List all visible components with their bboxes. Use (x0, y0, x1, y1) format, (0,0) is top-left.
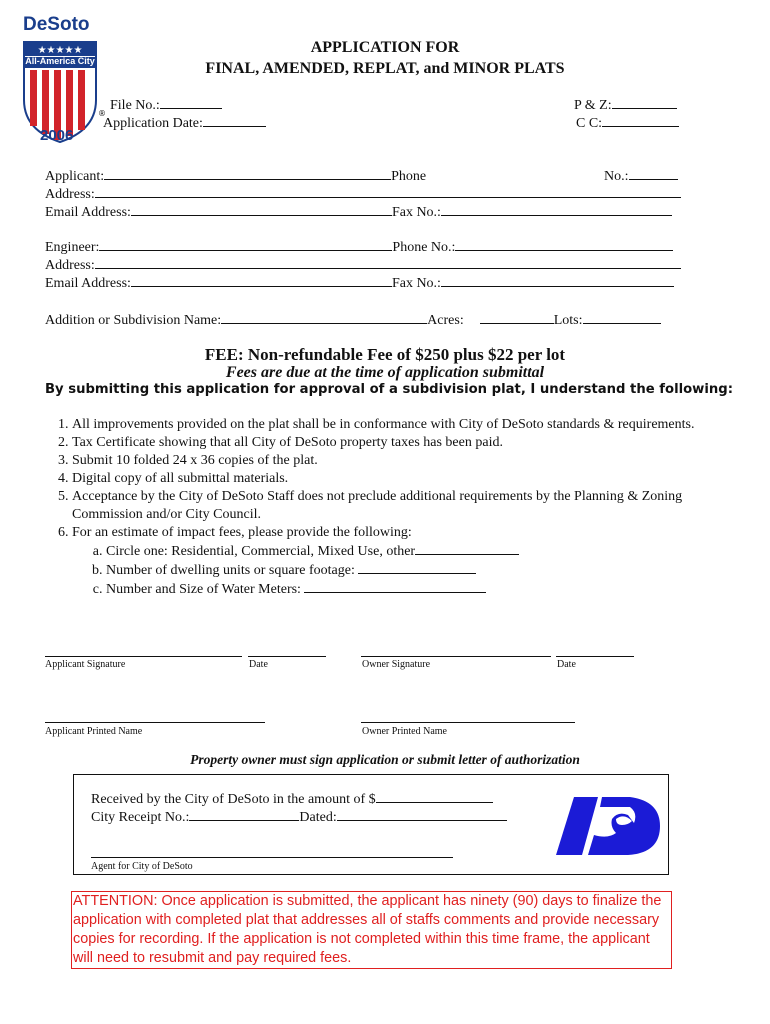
applicant-date-label: Date (249, 659, 268, 670)
logo-city-name: DeSoto (23, 14, 90, 35)
requirements-list (44, 416, 737, 599)
received-row (91, 790, 493, 808)
list-item: 4. Digital copy of all submittal materials. (72, 470, 737, 488)
applicant-label: Applicant: (45, 169, 105, 184)
list-item: 1. All improvements provided on the plat shall be in conformance with City of DeSoto standards & requirements. (72, 416, 737, 434)
engineer-address-row (45, 256, 681, 274)
fee-subheading: Fees are due at the time of application submittal (225, 364, 545, 381)
receipt-row (91, 808, 507, 826)
engineer-email-row (45, 274, 674, 292)
engineer-address-label: Address: (45, 258, 95, 273)
owner-date-line[interactable] (556, 656, 634, 657)
application-date-label: Application Date: (103, 116, 203, 131)
pz-field[interactable] (612, 96, 677, 109)
list-item: 6. For an estimate of impact fees, please provide the following: a. Circle one: Residential, Commercial, Mixed Use, other b. Number of dwelling units or square footage: c. Number and Size of Water Meters: (72, 524, 737, 599)
applicant-phone-label: Phone (391, 169, 427, 184)
applicant-field[interactable] (104, 167, 391, 180)
fee-heading: FEE: Non-refundable Fee of $250 plus $22 per lot (204, 345, 566, 364)
application-date-row (103, 114, 266, 132)
engineer-label: Engineer: (45, 240, 100, 255)
form-title-line2: FINAL, AMENDED, REPLAT, and MINOR PLATS (205, 60, 565, 77)
pz-label: P & Z: (574, 98, 612, 113)
file-no-row (110, 96, 222, 114)
applicant-fax-label: Fax No.: (391, 205, 441, 220)
applicant-row (45, 167, 426, 185)
applicant-no-label: No.: (604, 169, 629, 184)
file-no-label: File No.: (110, 98, 160, 113)
water-meters-field[interactable] (304, 580, 486, 593)
office-use-box (73, 774, 669, 875)
acres-label: Acres: (427, 313, 464, 328)
applicant-address-row (45, 185, 681, 203)
cc-label: C C: (576, 116, 603, 131)
owner-signature-line[interactable] (361, 656, 551, 657)
desoto-logo (20, 14, 106, 146)
owner-signature-label: Owner Signature (362, 659, 431, 670)
engineer-phone-label: Phone No.: (392, 240, 456, 255)
applicant-address-label: Address: (45, 187, 95, 202)
pz-row (574, 96, 677, 114)
dwelling-units-field[interactable] (358, 561, 476, 574)
agent-label: Agent for City of DeSoto (91, 861, 193, 872)
list-item: 2. Tax Certificate showing that all City of DeSoto property taxes has been paid. (72, 434, 737, 452)
engineer-field[interactable] (99, 238, 392, 251)
engineer-email-label: Email Address: (45, 276, 131, 291)
understand-statement: By submitting this application for approval of a subdivision plat, I understand the following: (45, 382, 733, 397)
owner-printed-name-label: Owner Printed Name (362, 726, 447, 737)
applicant-email-field[interactable] (131, 203, 392, 216)
file-no-field[interactable] (160, 96, 222, 109)
svg-text:®: ® (98, 109, 106, 118)
applicant-signature-line[interactable] (45, 656, 242, 657)
engineer-address-field[interactable] (95, 256, 681, 269)
lots-label: Lots: (553, 313, 583, 328)
subdivision-name-field[interactable] (221, 311, 427, 324)
applicant-signature-label: Applicant Signature (45, 659, 126, 670)
engineer-fax-label: Fax No.: (391, 276, 441, 291)
list-item: a. Circle one: Residential, Commercial, Mixed Use, other (106, 542, 737, 561)
logo-banner: All-America City (25, 56, 95, 66)
applicant-fax-field[interactable] (441, 203, 672, 216)
owner-printed-name-line[interactable] (361, 722, 575, 723)
engineer-row (45, 238, 673, 256)
list-item: 3. Submit 10 folded 24 x 36 copies of the plat. (72, 452, 737, 470)
impact-fee-sublist (72, 542, 737, 599)
applicant-printed-name-label: Applicant Printed Name (45, 726, 143, 737)
desoto-emblem-icon (552, 793, 664, 859)
acres-field[interactable] (480, 311, 554, 324)
dated-field[interactable] (337, 808, 507, 821)
receipt-no-field[interactable] (189, 808, 299, 821)
logo-year: 2006 (40, 127, 74, 144)
agent-signature-line[interactable] (91, 857, 453, 858)
property-owner-note: Property owner must sign application or submit letter of authorization (190, 752, 580, 767)
attention-notice: ATTENTION: Once application is submitted, the applicant has ninety (90) days to finalize the application with completed plat that addresses all of staffs comments and provide necessary copies for recording. If the application is not completed within this time frame, the applicant will need to resubmit and pay required fees. (71, 891, 672, 969)
list-item: c. Number and Size of Water Meters: (106, 580, 737, 599)
received-label: Received by the City of DeSoto in the amount of $ (91, 792, 376, 807)
received-amount-field[interactable] (376, 790, 493, 803)
applicant-date-line[interactable] (248, 656, 326, 657)
applicant-email-label: Email Address: (45, 205, 131, 220)
form-title-line1: APPLICATION FOR (310, 39, 460, 56)
engineer-email-field[interactable] (131, 274, 392, 287)
dated-label: Dated: (299, 810, 337, 825)
engineer-fax-field[interactable] (441, 274, 674, 287)
list-item: 5. Acceptance by the City of DeSoto Staff does not preclude additional requirements by the Planning & Zoning Commission and/or City Council. (72, 488, 737, 524)
application-date-field[interactable] (203, 114, 266, 127)
cc-row (576, 114, 679, 132)
land-use-other-field[interactable] (415, 542, 519, 555)
receipt-label: City Receipt No.: (91, 810, 190, 825)
applicant-phone-field[interactable] (629, 167, 678, 180)
lots-field[interactable] (583, 311, 661, 324)
engineer-phone-field[interactable] (455, 238, 673, 251)
applicant-address-field[interactable] (95, 185, 681, 198)
applicant-email-row (45, 203, 672, 221)
applicant-printed-name-line[interactable] (45, 722, 265, 723)
list-item: b. Number of dwelling units or square footage: (106, 561, 737, 580)
applicant-no-row (604, 167, 678, 185)
svg-text:★★★★★: ★★★★★ (37, 45, 83, 56)
subdivision-name-label: Addition or Subdivision Name: (45, 313, 222, 328)
owner-date-label: Date (557, 659, 576, 670)
cc-field[interactable] (602, 114, 679, 127)
subdivision-row (45, 311, 661, 329)
